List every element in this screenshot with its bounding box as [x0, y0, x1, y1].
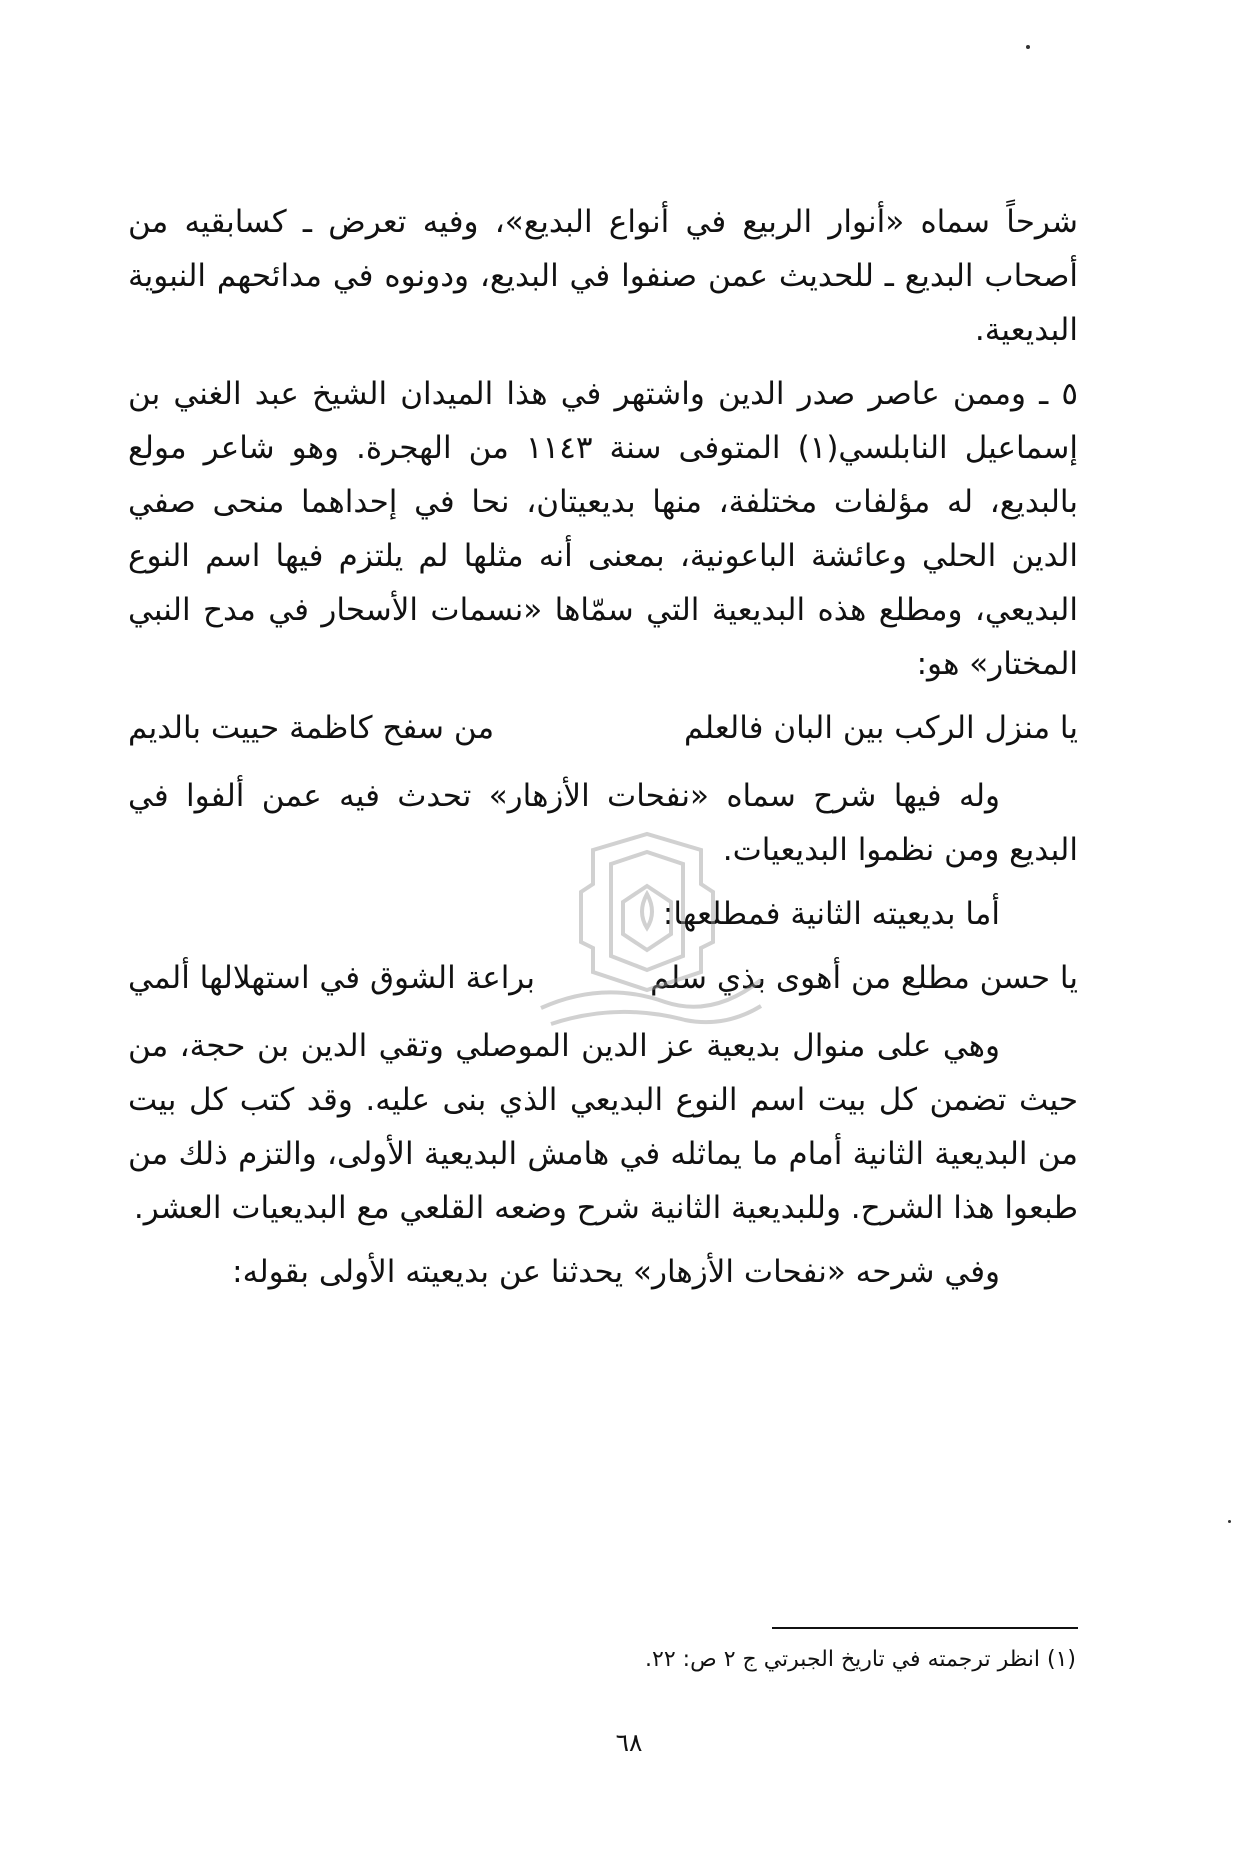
verse-second-hemistich: من سفح كاظمة حييت بالديم: [128, 710, 495, 746]
poem-verse: [128, 701, 1078, 755]
paragraph: وهي على منوال بديعية عز الدين الموصلي وتقي الدين بن حجة، من حيث تضمن كل بيت اسم النوع البديعي الذي بنى عليه. وقد كتب كل بيت من البديعية الثانية أمام ما يماثله في هامش البديعية الأولى، والتزم ذلك من طبعوا هذا الشرح. وللبديعية الثانية شرح وضعه القلعي مع البديعيات العشر.: [128, 1028, 1078, 1226]
poem-verse: [128, 951, 1078, 1005]
footnote: (١) انظر ترجمته في تاريخ الجبرتي ج ٢ ص: ٢٢.: [645, 1647, 1076, 1672]
paragraph: وفي شرحه «نفحات الأزهار» يحدثنا عن بديعيته الأولى بقوله:: [232, 1254, 1000, 1290]
verse-first-hemistich: يا منزل الركب بين البان فالعلم: [683, 710, 1078, 746]
verse-second-hemistich: براعة الشوق في استهلالها ألمي: [128, 960, 536, 996]
main-text: [128, 195, 1078, 1309]
footnote-separator: [772, 1627, 1078, 1629]
scan-speck: [1026, 45, 1030, 49]
paragraph: شرحاً سماه «أنوار الربيع في أنواع البديع»، وفيه تعرض ـ كسابقيه من أصحاب البديع ـ للحديث عمن صنفوا في البديع، ودونوه في مدائحهم النبوية البديعية.: [128, 204, 1078, 348]
scan-speck: [1228, 1520, 1231, 1523]
page-number: ٦٨: [615, 1728, 643, 1757]
paragraph: وله فيها شرح سماه «نفحات الأزهار» تحدث فيه عمن ألفوا في البديع ومن نظموا البديعيات.: [128, 778, 1078, 868]
paragraph: ٥ ـ وممن عاصر صدر الدين واشتهر في هذا الميدان الشيخ عبد الغني بن إسماعيل النابلسي(١) المتوفى سنة ١١٤٣ من الهجرة. وهو شاعر مولع بالبديع، له مؤلفات مختلفة، منها بديعيتان، نحا في إحداهما منحى صفي الدين الحلي وعائشة الباعونية، بمعنى أنه مثلها لم يلتزم فيها اسم النوع البديعي، ومطلع هذه البديعية التي سمّاها «نسمات الأسحار في مدح النبي المختار» هو:: [128, 376, 1078, 682]
paragraph: أما بديعيته الثانية فمطلعها:: [662, 896, 1000, 932]
verse-first-hemistich: يا حسن مطلع من أهوى بذي سلم: [650, 960, 1078, 996]
